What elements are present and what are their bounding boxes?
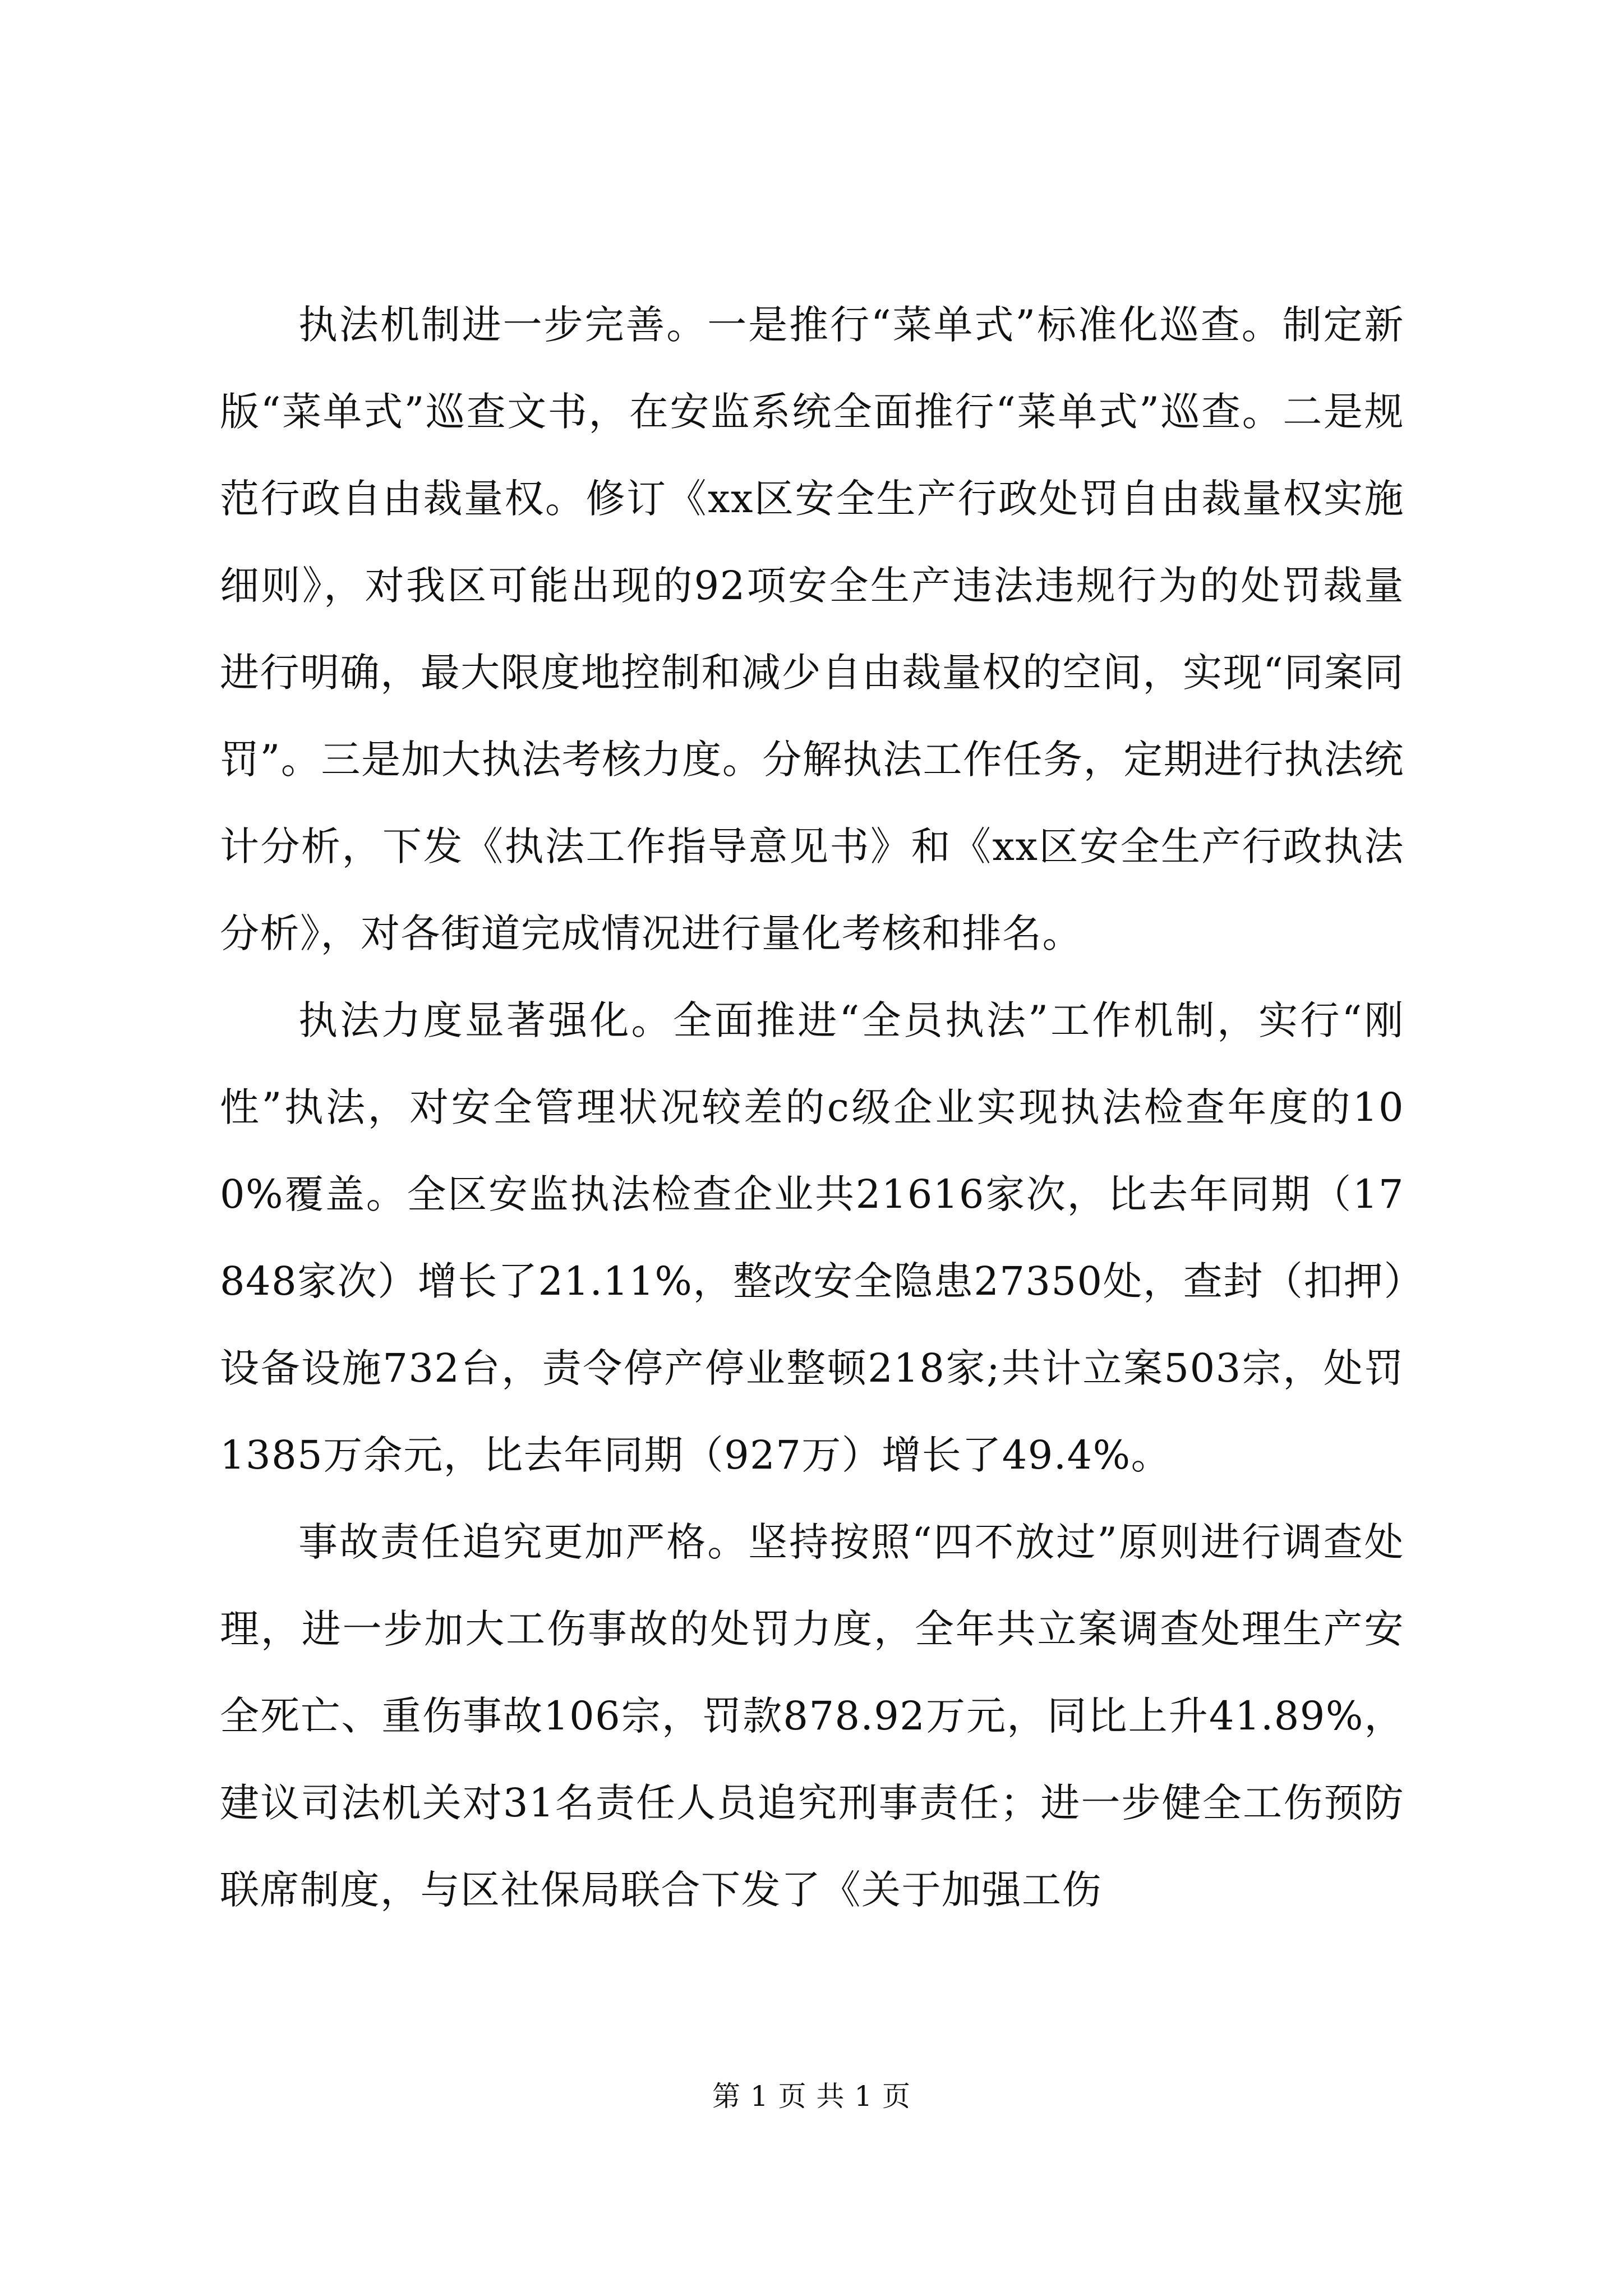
document-body — [220, 282, 1404, 1934]
paragraph-enforcement-intensity: 执法力度显著强化。全面推进“全员执法”工作机制，实行“刚性”执法，对安全管理状况较差的c级企业实现执法检查年度的100%覆盖。全区安监执法检查企业共21616家次，比去年同期（17848家次）增长了21.11%，整改安全隐患27350处，查封（扣押）设备设施732台，责令停产停业整顿218家;共计立案503宗，处罚1385万余元，比去年同期（927万）增长了49.4%。 — [220, 997, 1404, 1478]
paragraph-accident-accountability: 事故责任追究更加严格。坚持按照“四不放过”原则进行调查处理，进一步加大工伤事故的处罚力度，全年共立案调查处理生产安全死亡、重伤事故106宗，罚款878.92万元，同比上升41.89%，建议司法机关对31名责任人员追究刑事责任；进一步健全工伤预防联席制度，与区社保局联合下发了《关于加强工伤 — [220, 1519, 1404, 1913]
paragraph-enforcement-mechanism: 执法机制进一步完善。一是推行“菜单式”标准化巡查。制定新版“菜单式”巡查文书，在安监系统全面推行“菜单式”巡查。二是规范行政自由裁量权。修订《xx区安全生产行政处罚自由裁量权实施细则》，对我区可能出现的92项安全生产违法违规行为的处罚裁量进行明确，最大限度地控制和减少自由裁量权的空间，实现“同案同罚”。三是加大执法考核力度。分解执法工作任务，定期进行执法统计分析，下发《执法工作指导意见书》和《xx区安全生产行政执法分析》，对各街道完成情况进行量化考核和排名。 — [220, 302, 1404, 956]
page-number-footer: 第 1 页 共 1 页 — [712, 2080, 911, 2113]
